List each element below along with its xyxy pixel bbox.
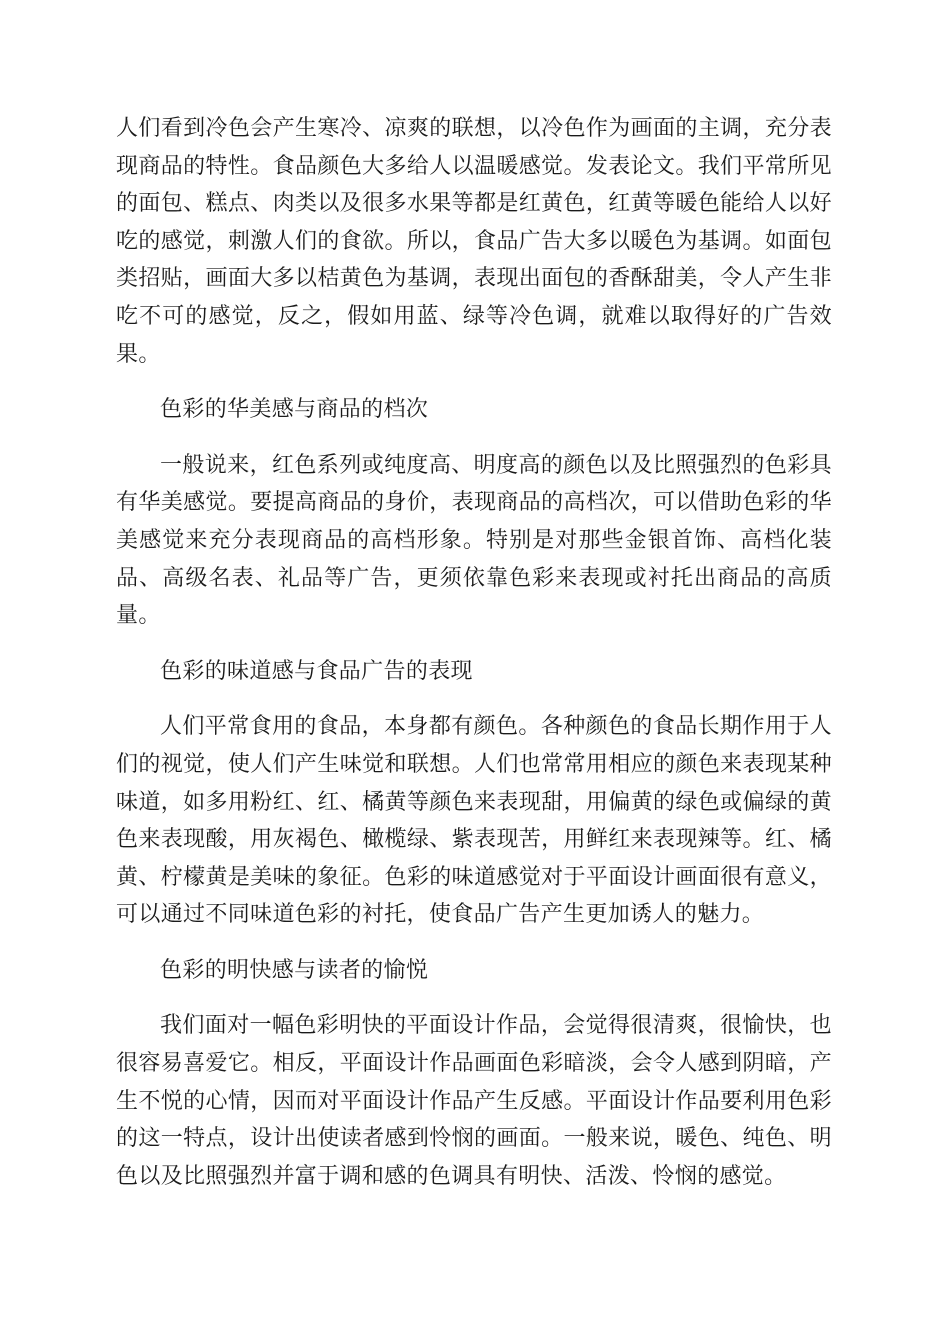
section-heading-taste: 色彩的味道感与食品广告的表现: [160, 658, 473, 684]
paragraph-brightness: 我们面对一幅色彩明快的平面设计作品，会觉得很清爽，很愉快，也很容易喜爱它。相反，平面设计作品画面色彩暗淡，会令人感到阴暗，产生不悦的心情，因而对平面设计作品产生反感。平面设计作品要利用色彩的这一特点，设计出使读者感到怜悯的画面。一般来说，暖色、纯色、明色以及比照强烈并富于调和感的色调具有明快、活泼、怜悯的感觉。: [116, 1013, 832, 1189]
document-body: [116, 110, 832, 1213]
paragraph-cool-warm-colors: 人们看到冷色会产生寒冷、凉爽的联想，以冷色作为画面的主调，充分表现商品的特性。食品颜色大多给人以温暖感觉。发表论文。我们平常所见的面包、糕点、肉类以及很多水果等都是红黄色，红黄等暖色能给人以好吃的感觉，刺激人们的食欲。所以，食品广告大多以暖色为基调。如面包类招贴，画面大多以桔黄色为基调，表现出面包的香酥甜美，令人产生非吃不可的感觉，反之，假如用蓝、绿等冷色调，就难以取得好的广告效果。: [116, 116, 832, 367]
paragraph-luxury: 一般说来，红色系列或纯度高、明度高的颜色以及比照强烈的色彩具有华美感觉。要提高商品的身价，表现商品的高档次，可以借助色彩的华美感觉来充分表现商品的高档形象。特别是对那些金银首饰、高档化装品、高级名表、礼品等广告，更须依靠色彩来表现或衬托出商品的高质量。: [116, 452, 832, 629]
paragraph-taste: 人们平常食用的食品，本身都有颜色。各种颜色的食品长期作用于人们的视觉，使人们产生味觉和联想。人们也常常用相应的颜色来表现某种味道，如多用粉红、红、橘黄等颜色来表现甜，用偏黄的绿色或偏绿的黄色来表现酸，用灰褐色、橄榄绿、紫表现苦，用鲜红来表现辣等。红、橘黄、柠檬黄是美味的象征。色彩的味道感觉对于平面设计画面很有意义，可以通过不同味道色彩的衬托，使食品广告产生更加诱人的魅力。: [116, 714, 832, 928]
section-heading-luxury: 色彩的华美感与商品的档次: [160, 397, 429, 423]
section-heading-brightness: 色彩的明快感与读者的愉悦: [160, 957, 429, 983]
